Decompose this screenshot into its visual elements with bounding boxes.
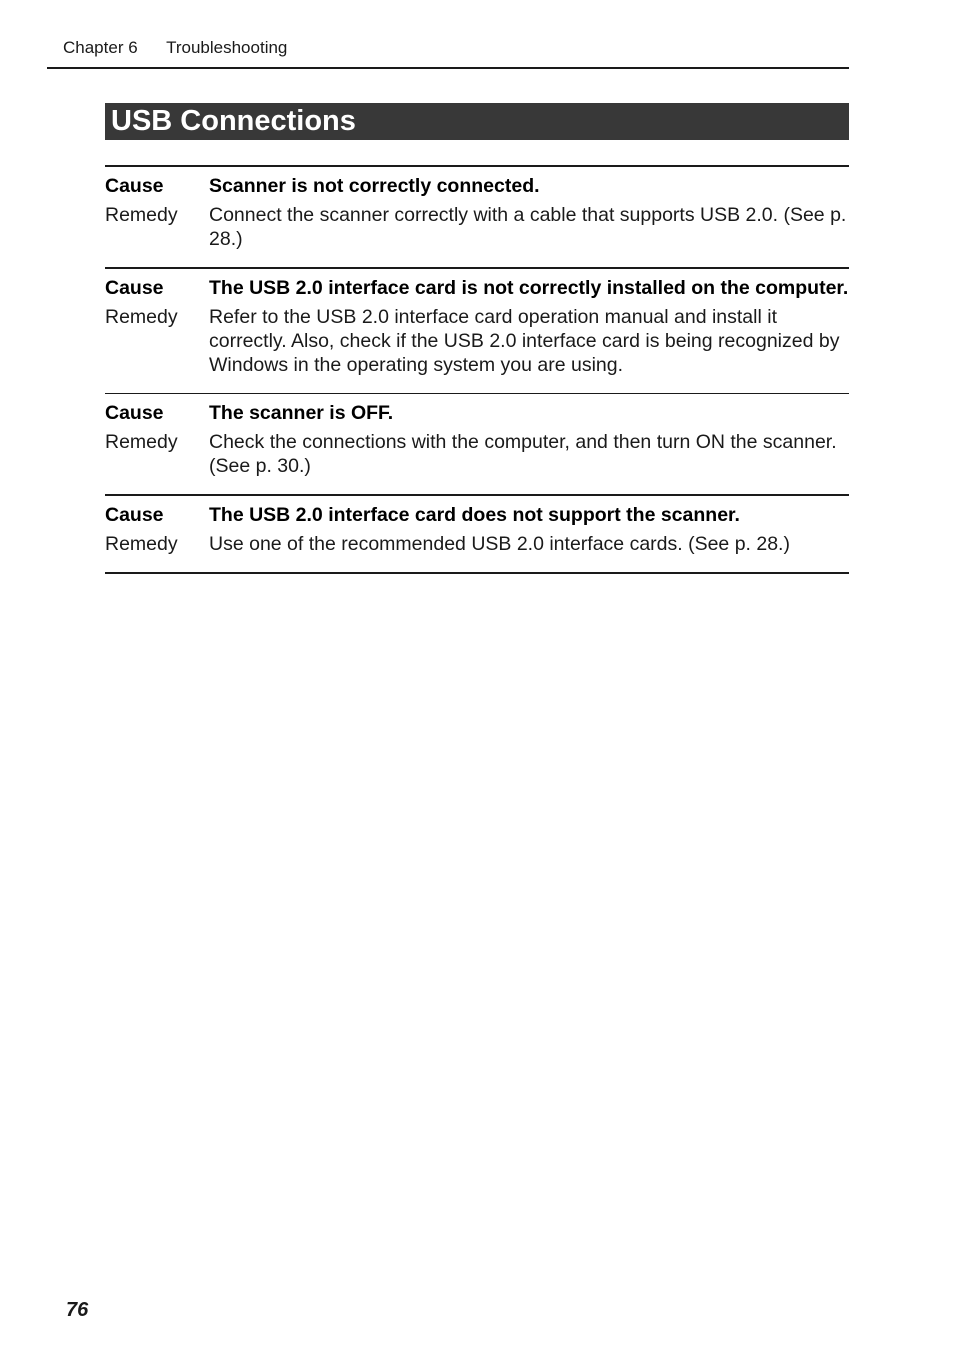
- remedy-label: Remedy: [105, 204, 178, 226]
- page-title: USB Connections: [111, 105, 356, 137]
- remedy-text: Use one of the recommended USB 2.0 interface cards. (See p. 28.): [209, 533, 790, 555]
- troubleshooting-entry: [105, 267, 849, 393]
- remedy-label: Remedy: [105, 533, 178, 555]
- cause-row: [105, 174, 849, 198]
- header-rule: [47, 67, 849, 69]
- cause-label: Cause: [105, 277, 164, 299]
- cause-row: [105, 503, 849, 527]
- troubleshooting-entry: [105, 165, 849, 267]
- remedy-row: [105, 430, 849, 478]
- section-label: Troubleshooting: [166, 38, 288, 57]
- running-header: [63, 38, 287, 58]
- troubleshooting-entry: [105, 494, 849, 572]
- cause-row: [105, 401, 849, 425]
- cause-label: Cause: [105, 504, 164, 526]
- troubleshooting-entry: [105, 393, 849, 494]
- remedy-row: [105, 305, 849, 377]
- troubleshooting-table: [105, 165, 849, 574]
- cause-label: Cause: [105, 175, 164, 197]
- remedy-text: Refer to the USB 2.0 interface card operation manual and install it correctly. Also, check if the USB 2.0 interface card is being recognized by Windows in the operating system you are using.: [209, 306, 840, 376]
- section-banner: [105, 103, 849, 140]
- remedy-label: Remedy: [105, 306, 178, 328]
- cause-row: [105, 276, 849, 300]
- page-number: 76: [66, 1299, 89, 1321]
- cause-text: Scanner is not correctly connected.: [209, 175, 540, 197]
- table-bottom-rule: [105, 572, 849, 574]
- remedy-text: Check the connections with the computer, and then turn ON the scanner. (See p. 30.): [209, 431, 837, 477]
- cause-text: The scanner is OFF.: [209, 402, 394, 424]
- chapter-label: Chapter 6: [63, 38, 138, 57]
- cause-text: The USB 2.0 interface card does not support the scanner.: [209, 504, 740, 526]
- remedy-label: Remedy: [105, 431, 178, 453]
- remedy-row: [105, 532, 849, 556]
- remedy-text: Connect the scanner correctly with a cable that supports USB 2.0. (See p. 28.): [209, 204, 847, 250]
- remedy-row: [105, 203, 849, 251]
- cause-text: The USB 2.0 interface card is not correctly installed on the computer.: [209, 277, 849, 299]
- cause-label: Cause: [105, 402, 164, 424]
